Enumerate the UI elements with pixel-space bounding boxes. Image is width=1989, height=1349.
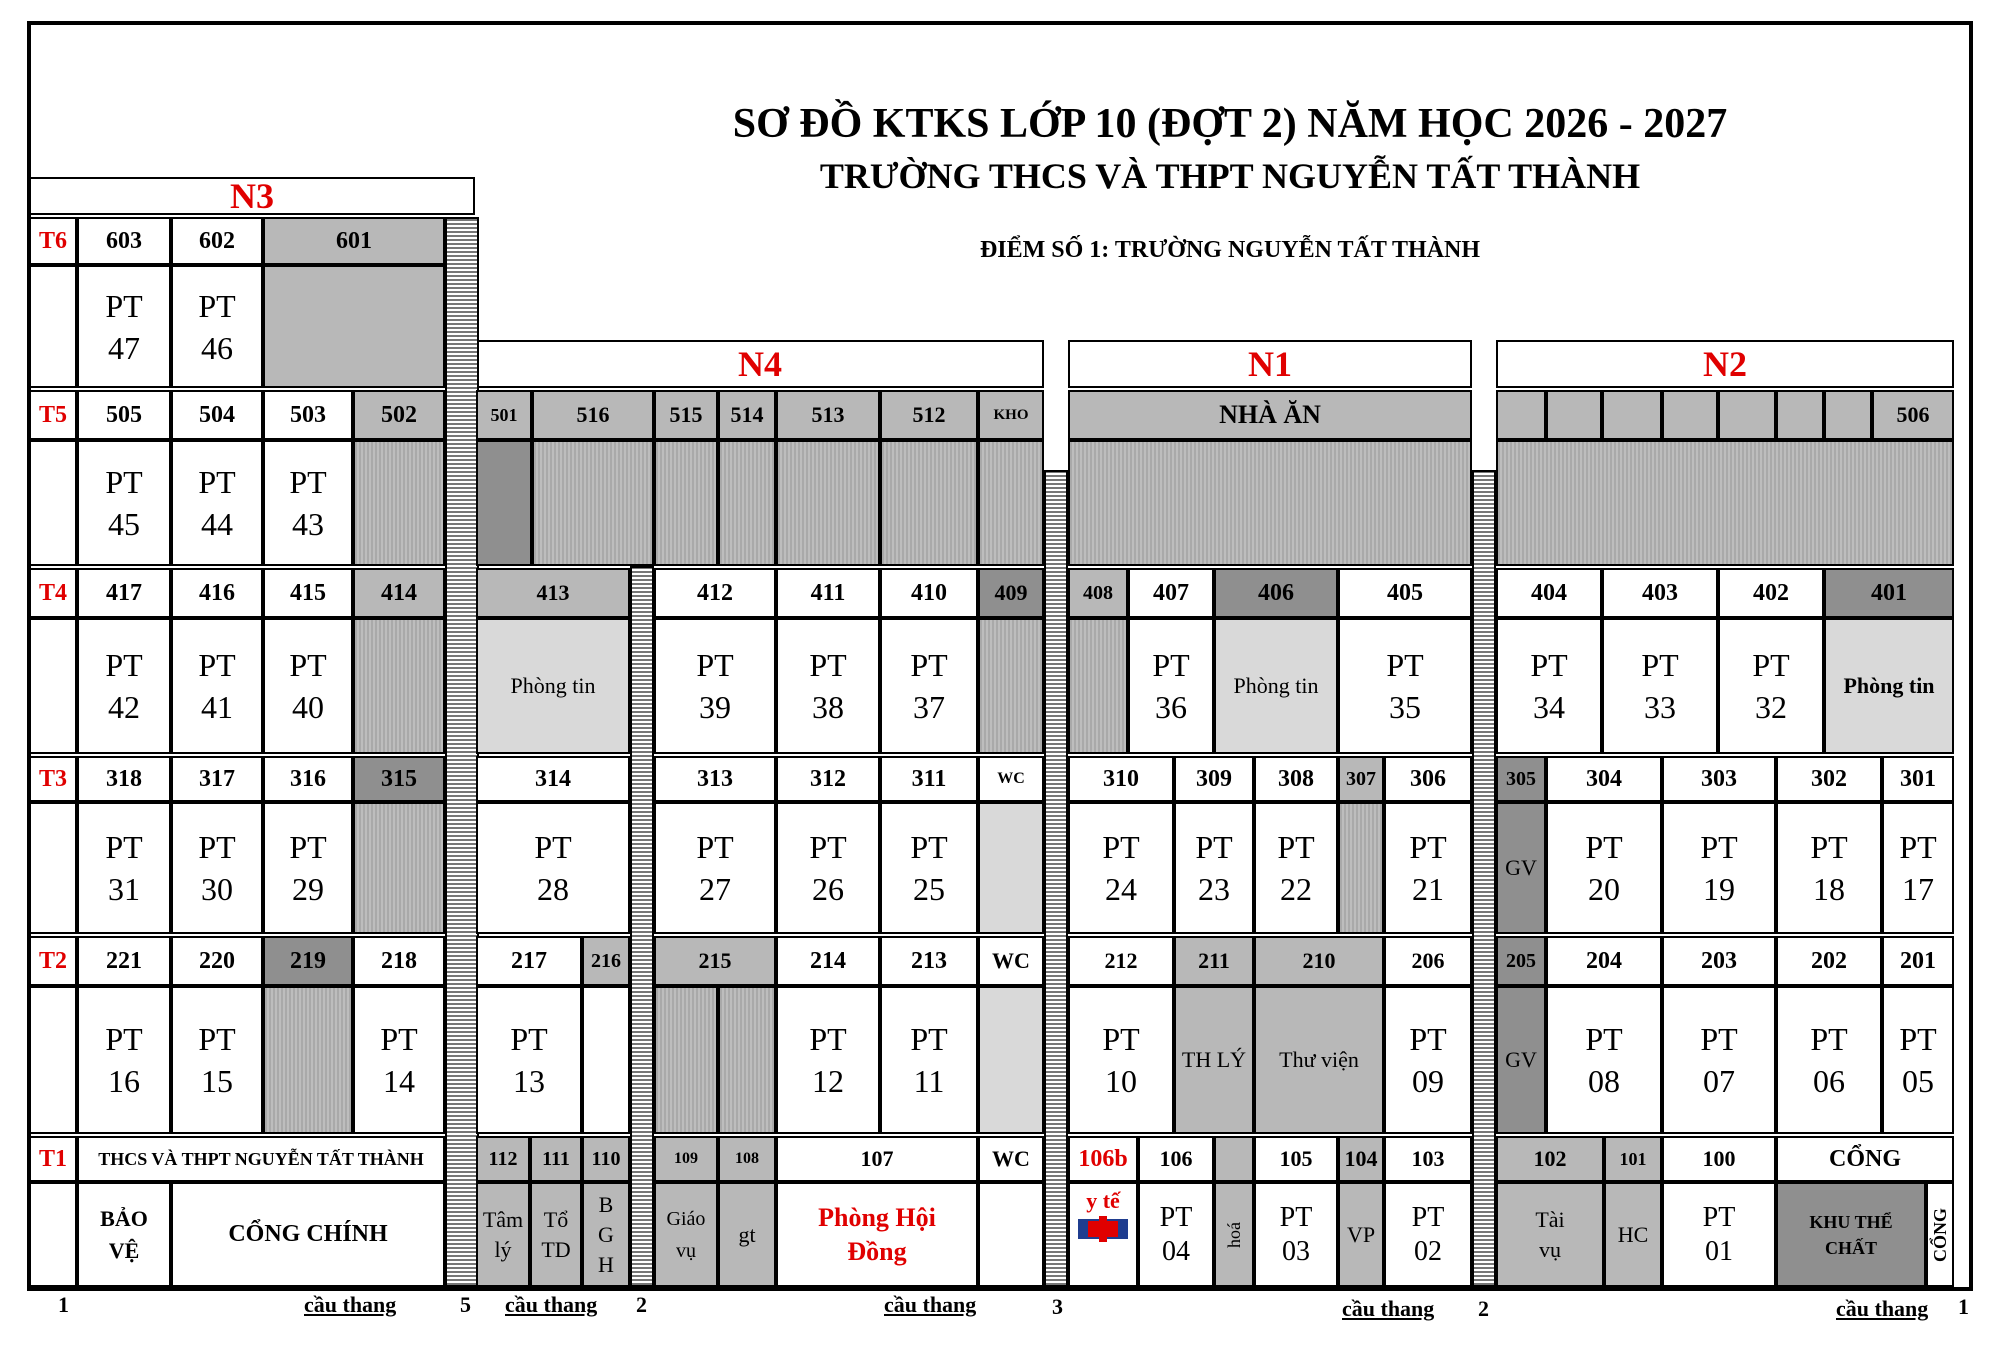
stair-label-4: cầu thang <box>1342 1296 1435 1321</box>
room-502-body <box>353 440 445 566</box>
stair-label-1: cầu thang <box>304 1292 397 1317</box>
room-212: 212 <box>1068 936 1174 986</box>
exam-room-pt44: PT 44 <box>171 440 263 566</box>
floor-t1-body <box>29 1182 77 1287</box>
room-306: 306 <box>1384 756 1472 802</box>
room-514: 514 <box>718 390 776 440</box>
room-220: 220 <box>171 936 263 986</box>
room-318: 318 <box>77 756 171 802</box>
exam-room-pt16: PT 16 <box>77 986 171 1134</box>
exam-room-pt15: PT 15 <box>171 986 263 1134</box>
location-name: ĐIỂM SỐ 1: TRƯỜNG NGUYỄN TẤT THÀNH <box>979 237 1481 263</box>
room-501-body <box>476 440 532 566</box>
exam-room-pt43: PT 43 <box>263 440 353 566</box>
stair-number-1-left: 1 <box>58 1292 69 1317</box>
room-210: 210 <box>1254 936 1384 986</box>
room-602: 602 <box>171 217 263 265</box>
room-106b: 106b <box>1068 1136 1138 1182</box>
stair-number-2-right: 2 <box>1478 1296 1489 1321</box>
room-401: 401 <box>1824 568 1954 618</box>
room-315: 315 <box>353 756 445 802</box>
room-513-body <box>776 440 880 566</box>
exam-room-pt11: PT 11 <box>880 986 978 1134</box>
giao-vu: Giáo vụ <box>654 1182 718 1287</box>
room-516-body <box>532 440 654 566</box>
room-415: 415 <box>263 568 353 618</box>
room-316: 316 <box>263 756 353 802</box>
exam-room-pt26: PT 26 <box>776 802 880 934</box>
y-te-room <box>1068 1182 1138 1287</box>
room-215: 215 <box>654 936 776 986</box>
room-hoa-header <box>1214 1136 1254 1182</box>
room-515-body <box>654 440 718 566</box>
nha-an-body <box>1068 440 1472 566</box>
school-name: TRƯỜNG THCS VÀ THPT NGUYỄN TẤT THÀNH <box>819 156 1641 196</box>
room-405: 405 <box>1338 568 1472 618</box>
stair-number-2-left: 2 <box>636 1292 647 1317</box>
kho-body <box>978 440 1044 566</box>
tai-vu: Tài vụ <box>1496 1182 1604 1287</box>
room-404: 404 <box>1496 568 1602 618</box>
room-301: 301 <box>1882 756 1954 802</box>
n2-t5-room-a <box>1496 390 1546 440</box>
to-td: Tổ TD <box>530 1182 582 1287</box>
room-312: 312 <box>776 756 880 802</box>
room-214: 214 <box>776 936 880 986</box>
room-311: 311 <box>880 756 978 802</box>
room-109: 109 <box>654 1136 718 1182</box>
room-100: 100 <box>1662 1136 1776 1182</box>
room-308: 308 <box>1254 756 1338 802</box>
room-309: 309 <box>1174 756 1254 802</box>
exam-room-pt27: PT 27 <box>654 802 776 934</box>
exam-room-pt40: PT 40 <box>263 618 353 754</box>
wc-t3-n4: WC <box>978 756 1044 802</box>
exam-room-pt42: PT 42 <box>77 618 171 754</box>
room-219-body <box>263 986 353 1134</box>
n2-t5-room-g <box>1824 390 1872 440</box>
exam-room-pt18: PT 18 <box>1776 802 1882 934</box>
room-516: 516 <box>532 390 654 440</box>
room-107: 107 <box>776 1136 978 1182</box>
hc-room: HC <box>1604 1182 1662 1287</box>
exam-room-pt05: PT 05 <box>1882 986 1954 1134</box>
exam-room-pt37: PT 37 <box>880 618 978 754</box>
wc-t2-n4-body <box>978 986 1044 1134</box>
exam-room-pt03: PT 03 <box>1254 1182 1338 1287</box>
room-216: 216 <box>582 936 630 986</box>
floor-t6-body <box>29 265 77 388</box>
gv-room-t2: GV <box>1496 986 1546 1134</box>
room-417: 417 <box>77 568 171 618</box>
building-n1-header: N1 <box>1068 340 1472 388</box>
exam-room-pt32: PT 32 <box>1718 618 1824 754</box>
vp-room: VP <box>1338 1182 1384 1287</box>
hoa-room <box>1214 1182 1254 1287</box>
exam-room-pt24: PT 24 <box>1068 802 1174 934</box>
room-409: 409 <box>978 568 1044 618</box>
phong-tin-413: Phòng tin <box>476 618 630 754</box>
room-407: 407 <box>1128 568 1214 618</box>
exam-room-pt31: PT 31 <box>77 802 171 934</box>
room-302: 302 <box>1776 756 1882 802</box>
hoa-label: hoá <box>1223 1221 1244 1248</box>
room-410: 410 <box>880 568 978 618</box>
exam-room-pt36: PT 36 <box>1128 618 1214 754</box>
room-408-body <box>1068 618 1128 754</box>
room-103: 103 <box>1384 1136 1472 1182</box>
room-314: 314 <box>476 756 630 802</box>
room-218: 218 <box>353 936 445 986</box>
exam-room-pt25: PT 25 <box>880 802 978 934</box>
khu-the-chat: KHU THỂ CHẤT <box>1776 1182 1926 1287</box>
exam-room-pt30: PT 30 <box>171 802 263 934</box>
nha-an: NHÀ ĂN <box>1068 390 1472 440</box>
exam-room-pt09: PT 09 <box>1384 986 1472 1134</box>
exam-room-pt45: PT 45 <box>77 440 171 566</box>
room-412: 412 <box>654 568 776 618</box>
room-603: 603 <box>77 217 171 265</box>
room-409-body <box>978 618 1044 754</box>
room-414-body <box>353 618 445 754</box>
plan-title: SƠ ĐỒ KTKS LỚP 10 (ĐỢT 2) NĂM HỌC 2026 - 2027 <box>732 101 1728 147</box>
floor-t5-body <box>29 440 77 566</box>
stair-label-3: cầu thang <box>884 1292 977 1317</box>
stair-5 <box>445 217 479 1287</box>
y-te-label: y tế <box>1086 1188 1120 1213</box>
wc-t3-n4-body <box>978 802 1044 934</box>
wc-t1-n4-body <box>978 1182 1044 1287</box>
exam-room-pt29: PT 29 <box>263 802 353 934</box>
room-408: 408 <box>1068 568 1128 618</box>
building-n4-header: N4 <box>476 340 1044 388</box>
building-n2-header: N2 <box>1496 340 1954 388</box>
exam-room-pt35: PT 35 <box>1338 618 1472 754</box>
floor-t4-body <box>29 618 77 754</box>
room-414: 414 <box>353 568 445 618</box>
room-211: 211 <box>1174 936 1254 986</box>
th-ly: TH LÝ <box>1174 986 1254 1134</box>
room-303: 303 <box>1662 756 1776 802</box>
exam-room-pt04: PT 04 <box>1138 1182 1214 1287</box>
phong-tin-406: Phòng tin <box>1214 618 1338 754</box>
room-512-body <box>880 440 978 566</box>
room-112: 112 <box>476 1136 530 1182</box>
room-206: 206 <box>1384 936 1472 986</box>
room-106: 106 <box>1138 1136 1214 1182</box>
stair-2 <box>1472 470 1496 1287</box>
room-104: 104 <box>1338 1136 1384 1182</box>
room-202: 202 <box>1776 936 1882 986</box>
exam-room-pt12: PT 12 <box>776 986 880 1134</box>
exam-room-pt20: PT 20 <box>1546 802 1662 934</box>
building-n3-header: N3 <box>29 177 475 215</box>
exam-room-pt19: PT 19 <box>1662 802 1776 934</box>
room-305: 305 <box>1496 756 1546 802</box>
exam-room-pt28: PT 28 <box>476 802 630 934</box>
gv-room-t3: GV <box>1496 802 1546 934</box>
stair-label-2: cầu thang <box>505 1292 598 1317</box>
room-203: 203 <box>1662 936 1776 986</box>
n2-t5-body <box>1496 440 1954 566</box>
exam-room-pt39: PT 39 <box>654 618 776 754</box>
room-505: 505 <box>77 390 171 440</box>
exam-room-pt17: PT 17 <box>1882 802 1954 934</box>
room-216-body <box>582 986 630 1134</box>
exam-room-pt21: PT 21 <box>1384 802 1472 934</box>
floor-t4: T4 <box>29 568 77 618</box>
floor-t2-body <box>29 986 77 1134</box>
exam-room-pt47: PT 47 <box>77 265 171 388</box>
room-108: 108 <box>718 1136 776 1182</box>
exam-room-pt41: PT 41 <box>171 618 263 754</box>
room-513: 513 <box>776 390 880 440</box>
n2-t5-room-d <box>1662 390 1718 440</box>
room-102: 102 <box>1496 1136 1604 1182</box>
phong-hoi-dong: Phòng Hội Đồng <box>776 1182 978 1287</box>
floor-t6: T6 <box>29 217 77 265</box>
room-503: 503 <box>263 390 353 440</box>
n2-t5-room-b <box>1546 390 1602 440</box>
stair-number-1-right: 1 <box>1958 1294 1969 1319</box>
bao-ve: BẢO VỆ <box>77 1182 171 1287</box>
phong-tin-401: Phòng tin <box>1824 618 1954 754</box>
thu-vien: Thư viện <box>1254 986 1384 1134</box>
room-307: 307 <box>1338 756 1384 802</box>
room-512: 512 <box>880 390 978 440</box>
floor-t5: T5 <box>29 390 77 440</box>
floor-t3: T3 <box>29 756 77 802</box>
room-204: 204 <box>1546 936 1662 986</box>
cong-side <box>1926 1182 1954 1287</box>
wc-t2-n4: WC <box>978 936 1044 986</box>
room-219: 219 <box>263 936 353 986</box>
room-506: 506 <box>1872 390 1954 440</box>
n2-t5-room-f <box>1776 390 1824 440</box>
floor-t2: T2 <box>29 936 77 986</box>
room-416: 416 <box>171 568 263 618</box>
room-213: 213 <box>880 936 978 986</box>
kho: KHO <box>978 390 1044 440</box>
exam-room-pt14: PT 14 <box>353 986 445 1134</box>
exam-room-pt46: PT 46 <box>171 265 263 388</box>
room-313: 313 <box>654 756 776 802</box>
room-105: 105 <box>1254 1136 1338 1182</box>
cong-chinh: CỔNG CHÍNH <box>171 1182 445 1287</box>
school-label-t1: THCS VÀ THPT NGUYỄN TẤT THÀNH <box>77 1136 445 1182</box>
room-201: 201 <box>1882 936 1954 986</box>
room-205: 205 <box>1496 936 1546 986</box>
room-402: 402 <box>1718 568 1824 618</box>
room-601: 601 <box>263 217 445 265</box>
room-304: 304 <box>1546 756 1662 802</box>
exam-room-pt10: PT 10 <box>1068 986 1174 1134</box>
room-502: 502 <box>353 390 445 440</box>
room-110: 110 <box>582 1136 630 1182</box>
floor-t1: T1 <box>29 1136 77 1182</box>
exam-room-pt34: PT 34 <box>1496 618 1602 754</box>
room-515: 515 <box>654 390 718 440</box>
exam-room-pt22: PT 22 <box>1254 802 1338 934</box>
room-403: 403 <box>1602 568 1718 618</box>
stair-number-5: 5 <box>460 1292 471 1317</box>
room-215-body-a <box>654 986 718 1134</box>
room-411: 411 <box>776 568 880 618</box>
wc-t1-n4: WC <box>978 1136 1044 1182</box>
exam-room-pt23: PT 23 <box>1174 802 1254 934</box>
cong-label: CỔNG <box>1776 1136 1954 1182</box>
exam-room-pt08: PT 08 <box>1546 986 1662 1134</box>
medical-icon <box>1076 1214 1130 1244</box>
n2-t5-room-c <box>1602 390 1662 440</box>
stair-3 <box>1044 470 1068 1287</box>
room-307-body <box>1338 802 1384 934</box>
room-317: 317 <box>171 756 263 802</box>
room-101: 101 <box>1604 1136 1662 1182</box>
exam-room-pt38: PT 38 <box>776 618 880 754</box>
floor-t3-body <box>29 802 77 934</box>
exam-room-pt02: PT 02 <box>1384 1182 1472 1287</box>
room-310: 310 <box>1068 756 1174 802</box>
gt-room: gt <box>718 1182 776 1287</box>
n2-t5-room-e <box>1718 390 1776 440</box>
room-111: 111 <box>530 1136 582 1182</box>
room-504: 504 <box>171 390 263 440</box>
room-215-body-b <box>718 986 776 1134</box>
room-501: 501 <box>476 390 532 440</box>
room-601-body <box>263 265 445 388</box>
stair-number-3: 3 <box>1052 1294 1063 1319</box>
exam-room-pt13: PT 13 <box>476 986 582 1134</box>
room-413: 413 <box>476 568 630 618</box>
exam-room-pt33: PT 33 <box>1602 618 1718 754</box>
room-514-body <box>718 440 776 566</box>
room-217: 217 <box>476 936 582 986</box>
exam-room-pt07: PT 07 <box>1662 986 1776 1134</box>
room-315-body <box>353 802 445 934</box>
exam-room-pt01: PT 01 <box>1662 1182 1776 1287</box>
stair-2-left <box>630 566 654 1287</box>
cong-vertical-label: CỔNG <box>1929 1207 1950 1262</box>
bgh: B G H <box>582 1182 630 1287</box>
stair-label-5: cầu thang <box>1836 1296 1929 1321</box>
tam-ly: Tâm lý <box>476 1182 530 1287</box>
room-406: 406 <box>1214 568 1338 618</box>
room-221: 221 <box>77 936 171 986</box>
exam-room-pt06: PT 06 <box>1776 986 1882 1134</box>
